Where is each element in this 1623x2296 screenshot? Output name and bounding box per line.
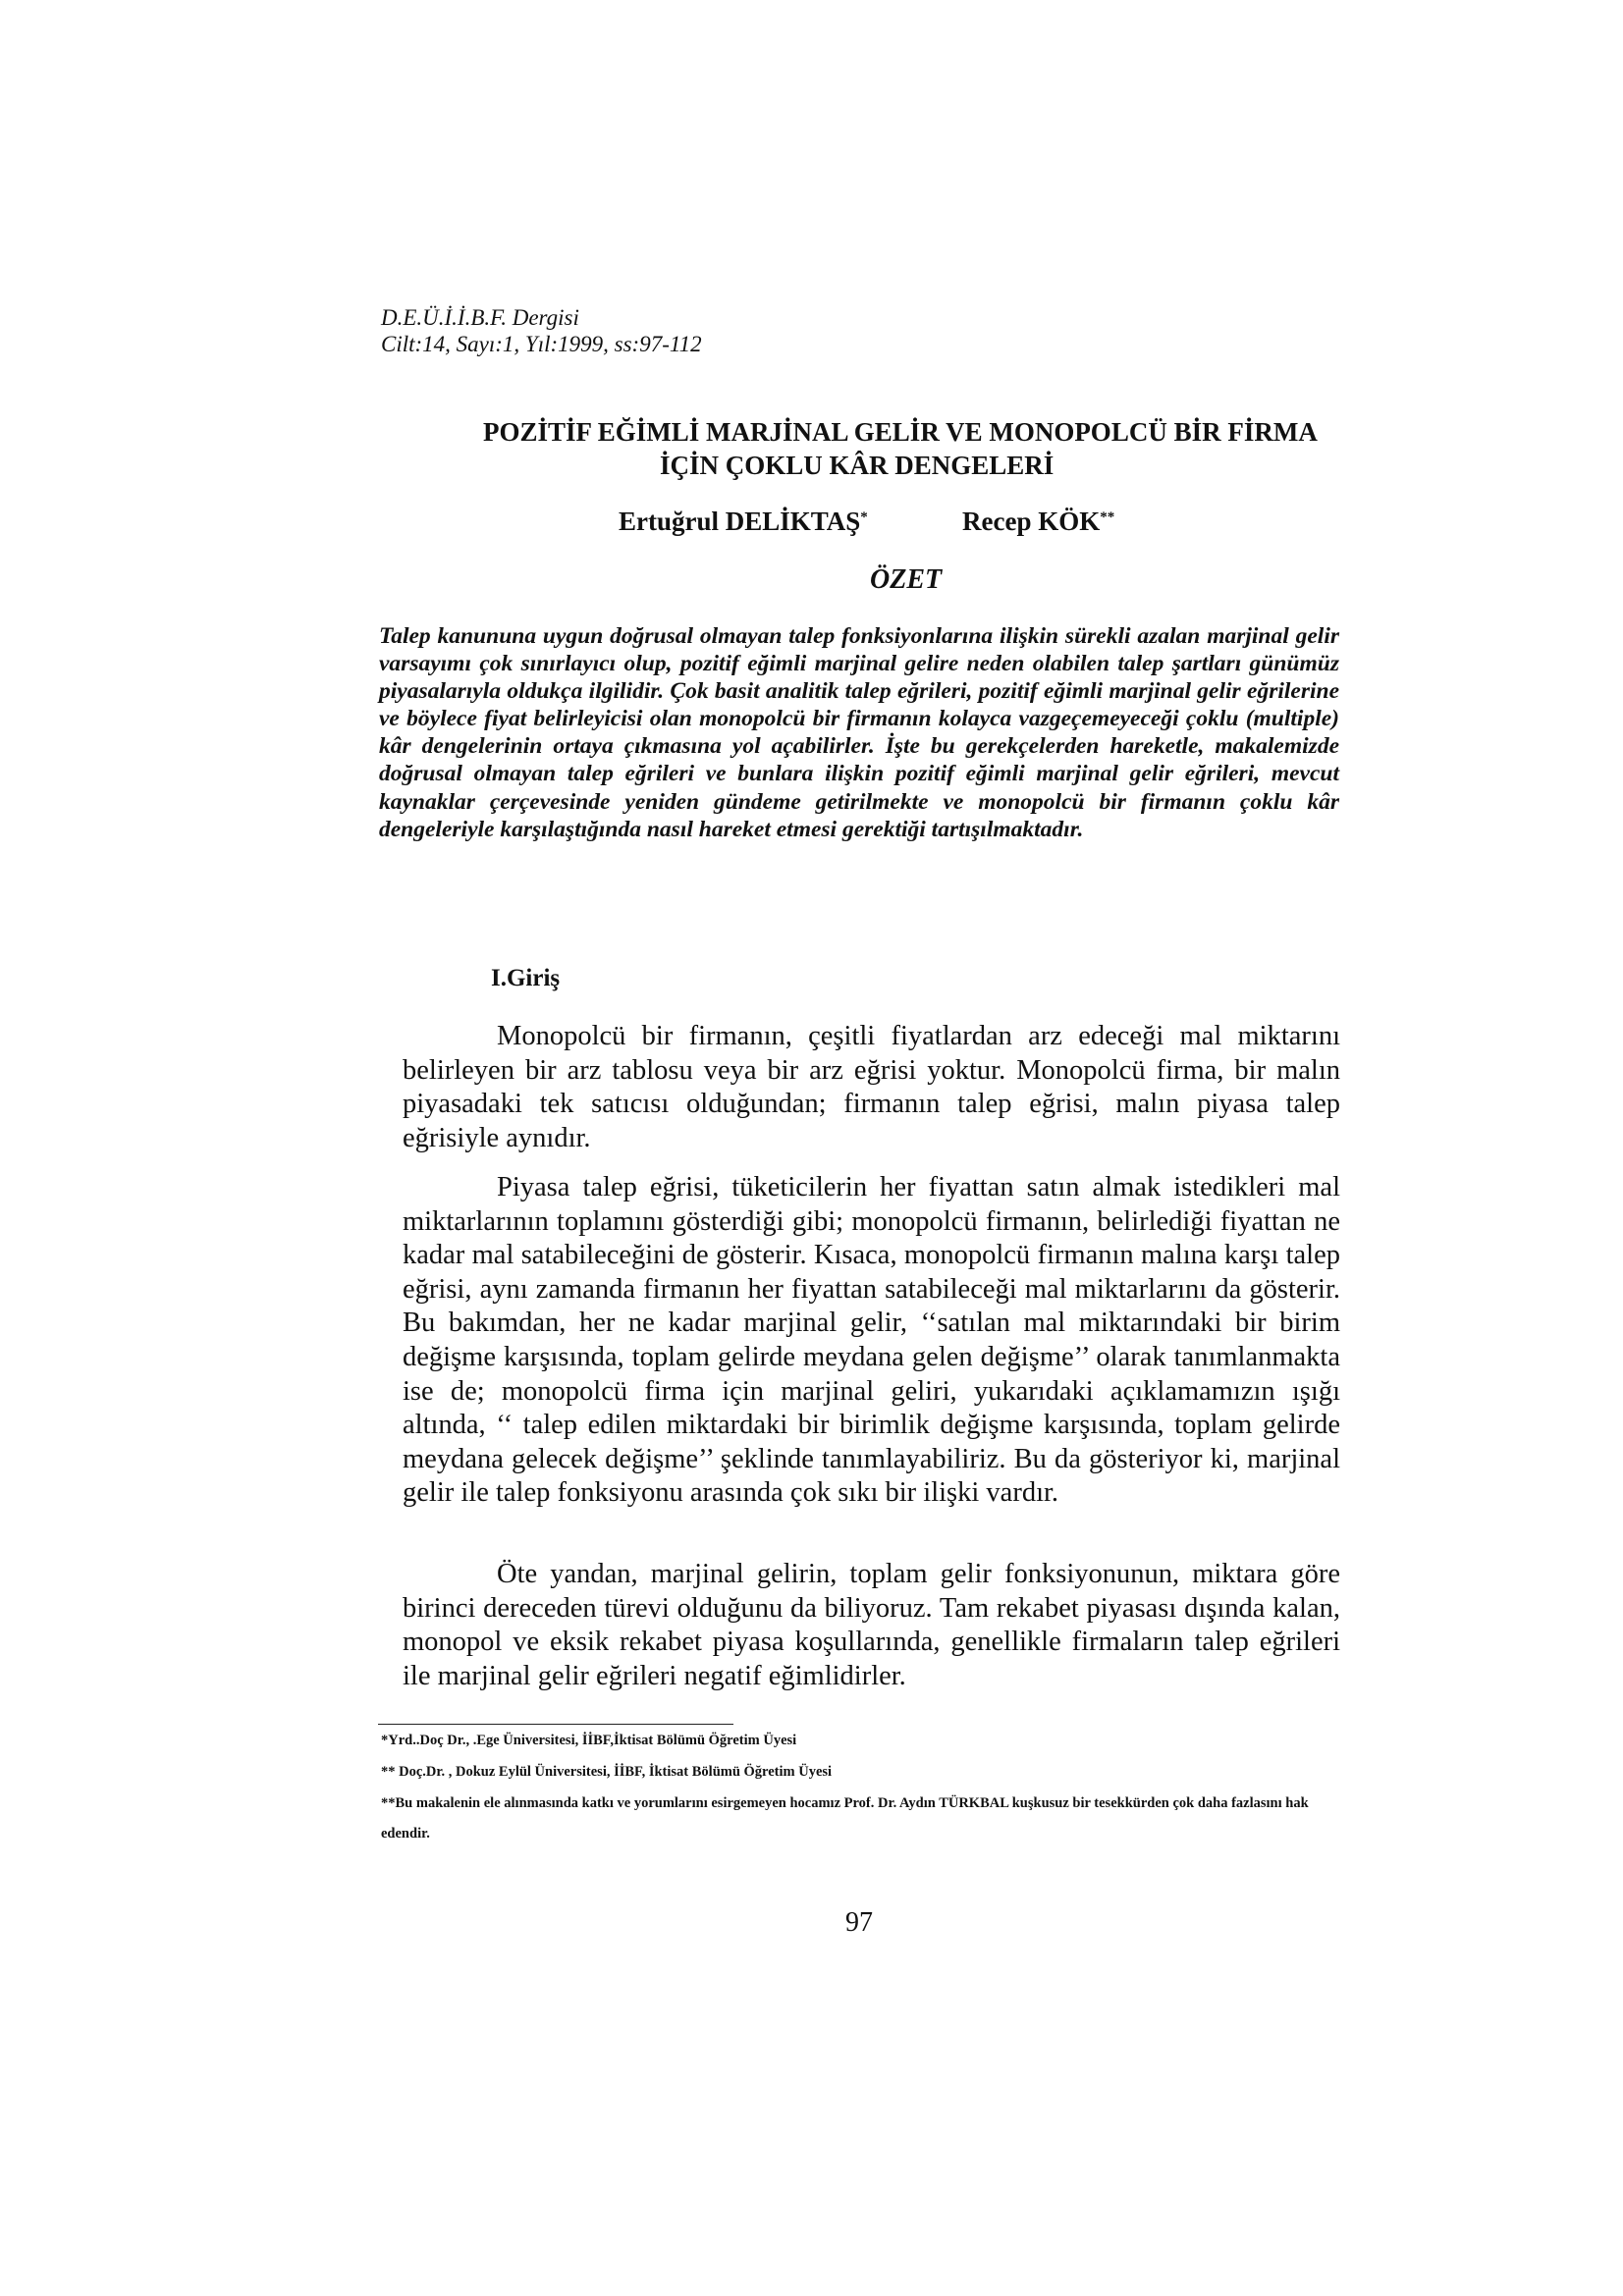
article-title-line-1: POZİTİF EĞİMLİ MARJİNAL GELİR VE MONOPOLCÜ BİR FİRMA <box>483 417 1318 447</box>
body-paragraph-3-text: Öte yandan, marjinal gelirin, toplam gelir fonksiyonunun, miktara göre birinci dereceden türevi olduğunu da biliyoruz. Tam rekabet piyasası dışında kalan, monopol ve eksik rekabet piyasa koşullarında, genellikle firmaların talep eğrileri ile marjinal gelir eğrileri negatif eğimlidirler. <box>403 1559 1340 1691</box>
section-heading: I.Giriş <box>491 965 561 991</box>
body-paragraph-2 <box>403 1171 1340 1511</box>
author-2-name: Recep KÖK <box>962 507 1101 536</box>
footnote-2: ** Doç.Dr. , Dokuz Eylül Üniversitesi, İİBF, İktisat Bölümü Öğretim Üyesi <box>381 1764 833 1780</box>
body-paragraph-2-text: Piyasa talep eğrisi, tüketicilerin her fiyattan satın almak istedikleri mal miktarlarının toplamını gösterdiği gibi; monopolcü firmanın, belirlediği fiyattan ne kadar mal satabileceğini de gösterir. Kısaca, monopolcü firmanın malına karşı talep eğrisi, aynı zamanda firmanın her fiyattan satabileceği mal miktarlarını da gösterir. Bu bakımdan, her ne kadar marjinal gelir, ‘‘satılan mal miktarındaki bir birim değişme karşısında, toplam gelirde meydana gelen değişme’’ olarak tanımlanmakta ise de; monopolcü firma için marjinal geliri, yukarıdaki açıklamamızın ışığı altında, ‘‘ talep edilen miktardaki bir birimlik değişme karşısında, toplam gelirde meydana gelecek değişme’’ şeklinde tanımlayabiliriz. Bu da gösteriyor ki, marjinal gelir ile talep fonksiyonu arasında çok sıkı bir ilişki vardır. <box>403 1172 1340 1509</box>
footnote-3: **Bu makalenin ele alınmasında katkı ve yorumlarını esirgemeyen hocamız Prof. Dr. Aydın TÜRKBAL kuşkusuz bir tesekkürden çok daha fazlasını hak edendir. <box>381 1795 1309 1842</box>
body-paragraph-1 <box>403 1020 1340 1155</box>
journal-name: D.E.Ü.İ.İ.B.F. Dergisi <box>381 305 579 330</box>
author-1-footnote-mark: * <box>860 509 868 525</box>
author-2-footnote-mark: ** <box>1100 509 1115 525</box>
footnote-1: *Yrd..Doç Dr., .Ege Üniversitesi, İİBF,İktisat Bölümü Öğretim Üyesi <box>381 1733 797 1748</box>
body-paragraph-1-text: Monopolcü bir firmanın, çeşitli fiyatlardan arz edeceği mal miktarını belirleyen bir arz tablosu veya bir arz eğrisi yoktur. Monopolcü firma, bir malın piyasadaki tek satıcısı olduğundan; firmanın talep eğrisi, malın piyasa talep eğrisiyle aynıdır. <box>403 1021 1340 1153</box>
footnote-divider <box>378 1724 733 1725</box>
page-number: 97 <box>845 1907 873 1938</box>
abstract-heading: ÖZET <box>870 564 943 595</box>
article-title-line-2: İÇİN ÇOKLU KÂR DENGELERİ <box>660 451 1055 480</box>
author-1 <box>619 505 868 538</box>
body-paragraph-3 <box>403 1558 1340 1693</box>
author-1-name: Ertuğrul DELİKTAŞ <box>619 507 861 536</box>
author-2 <box>962 505 1114 538</box>
abstract-text: Talep kanununa uygun doğrusal olmayan talep fonksiyonlarına ilişkin sürekli azalan marjinal gelir varsayımı çok sınırlayıcı olup, pozitif eğimli marjinal gelire neden olabilen talep şartları günümüz piyasalarıyla oldukça ilgilidir. Çok basit analitik talep eğrileri, pozitif eğimli marjinal gelir eğrilerine ve böylece fiyat belirleyicisi olan monopolcü bir firmanın kolayca vazgeçemeyeceği çoklu (multiple) kâr dengelerinin ortaya çıkmasına yol açabilirler. İşte bu gerekçelerden hareketle, makalemizde doğrusal olmayan talep eğrileri ve bunlara ilişkin pozitif eğimli marjinal gelir eğrileri, mevcut kaynaklar çerçevesinde yeniden gündeme getirilmekte ve monopolcü bir firmanın çoklu kâr dengeleriyle karşılaştığında nasıl hareket etmesi gerektiği tartışılmaktadır. <box>379 623 1339 842</box>
journal-volume-info: Cilt:14, Sayı:1, Yıl:1999, ss:97-112 <box>381 332 702 356</box>
